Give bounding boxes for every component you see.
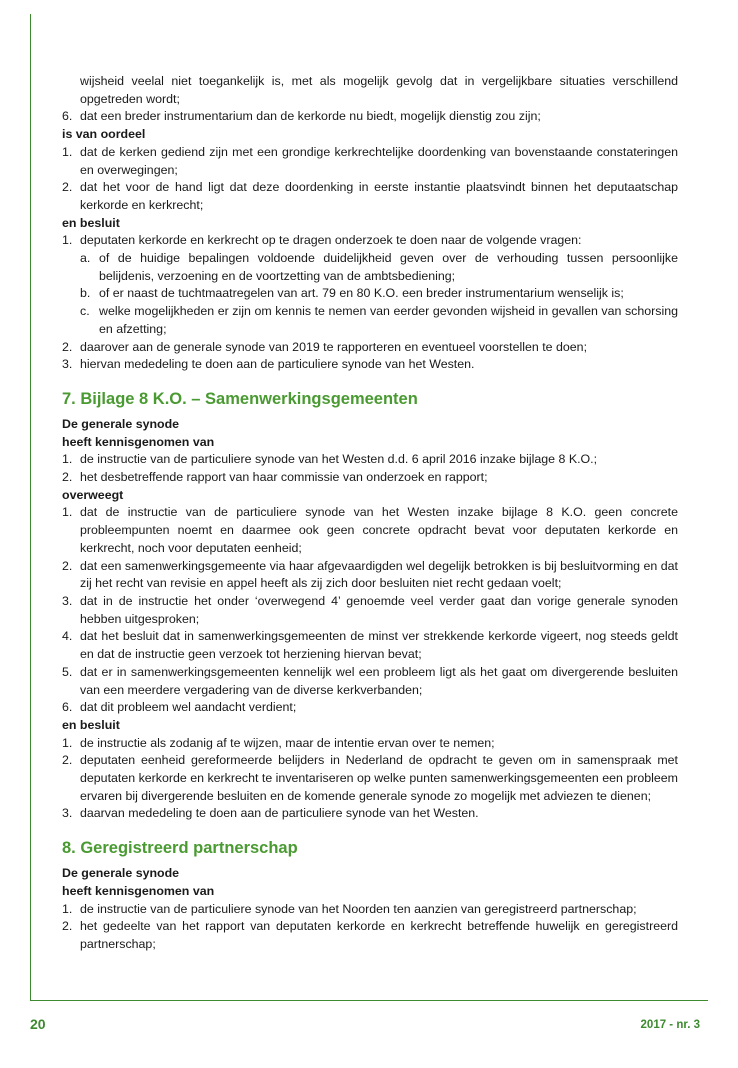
list-item: 1. deputaten kerkorde en kerkrecht op te dragen onderzoek te doen naar de volgende vragen: xyxy=(62,233,582,248)
list-item: 6. dat dit probleem wel aandacht verdient; xyxy=(62,700,297,715)
sub-list-item: c. welke mogelijkheden er zijn om kennis te nemen van eerder gevonden wijsheid in gevallen van schorsing en afzetting; xyxy=(80,304,678,336)
issue-label: 2017 - nr. 3 xyxy=(640,1019,700,1031)
bottom-rule xyxy=(30,1000,708,1001)
clause-label: en besluit xyxy=(62,717,120,732)
clause-label: is van oordeel xyxy=(62,127,146,142)
document-body xyxy=(62,73,678,954)
list-item: 2. daarover aan de generale synode van 2019 te rapporteren en eventueel voorstellen te doen; xyxy=(62,339,588,354)
sub-list-item: a. of de huidige bepalingen voldoende duidelijkheid geven over de verhouding tussen persoonlijke belijdenis, verzoening en de voortzetting van de ambtsbediening; xyxy=(80,251,678,283)
list-item: 1. de instructie van de particuliere synode van het Westen d.d. 6 april 2016 inzake bijlage 8 K.O.; xyxy=(62,452,598,467)
list-item: 2. dat het voor de hand ligt dat deze doordenking in eerste instantie plaatsvindt binnen het deputaatschap kerkorde en kerkrecht; xyxy=(62,180,678,212)
continued-text: wijsheid veelal niet toegankelijk is, met als mogelijk gevolg dat in vergelijkbare situaties verschillend opgetreden wordt; xyxy=(80,74,678,106)
clause-label: heeft kennisgenomen van xyxy=(62,434,215,449)
synode-label: De generale synode xyxy=(62,416,180,431)
section-heading-8: 8. Geregistreerd partnerschap xyxy=(62,839,298,858)
page-number: 20 xyxy=(30,1016,46,1032)
list-item: 3. hiervan mededeling te doen aan de particuliere synode van het Westen. xyxy=(62,357,475,372)
section-heading-7: 7. Bijlage 8 K.O. – Samenwerkingsgemeenten xyxy=(62,389,418,408)
list-item: 2. deputaten eenheid gereformeerde belijders in Nederland de opdracht te geven om in samenspraak met deputaten kerkorde en kerkrecht te inventariseren op welke punten samenwerkingsgemeenten een probleem ervaren bij divergerende besluiten en de komende generale synode zo mogelijk met adviezen te dienen; xyxy=(62,753,678,803)
list-item: 3. daarvan mededeling te doen aan de particuliere synode van het Westen. xyxy=(62,806,479,821)
list-item: 2. dat een samenwerkingsgemeente via haar afgevaardigden wel degelijk betrokken is bij besluitvorming en dat zij het recht van revisie en appel heeft als zij zich door besluiten niet recht gedaan voelt; xyxy=(62,558,678,591)
list-item: 1. de instructie van de particuliere synode van het Noorden ten aanzien van geregistreerd partnerschap; xyxy=(62,901,637,916)
list-item: 6. dat een breder instrumentarium dan de kerkorde nu biedt, mogelijk dienstig zou zijn; xyxy=(62,109,541,124)
list-item: 3. dat in de instructie het onder ‘overwegend 4’ genoemde veel verder gaat dan vorige generale synoden hebben uitgesproken; xyxy=(62,593,678,626)
left-rule xyxy=(30,14,31,1000)
clause-label: overweegt xyxy=(62,487,124,502)
list-item: 2. het desbetreffende rapport van haar commissie van onderzoek en rapport; xyxy=(62,470,488,485)
list-item: 4. dat het besluit dat in samenwerkingsgemeenten de minst ver strekkende kerkorde vigeert, nog steeds geldt en dat de instructie geen verzoek tot herziening hiervan bevat; xyxy=(62,629,678,662)
synode-label: De generale synode xyxy=(62,866,180,881)
clause-label: heeft kennisgenomen van xyxy=(62,883,215,898)
clause-label: en besluit xyxy=(62,215,120,230)
list-item: 5. dat er in samenwerkingsgemeenten kennelijk wel een probleem ligt als het gaat om divergerende besluiten van een meerdere vergadering van de diverse kerkverbanden; xyxy=(62,664,678,697)
list-item: 1. dat de kerken gediend zijn met een grondige kerkrechtelijke doordenking van bovenstaande constateringen en overwegingen; xyxy=(62,144,678,177)
list-item: 1. de instructie als zodanig af te wijzen, maar de intentie ervan over te nemen; xyxy=(62,735,495,750)
list-item: 1. dat de instructie van de particuliere synode van het Westen inzake bijlage 8 K.O. geen concrete probleempunten noemt en daarmee ook geen concrete opdracht bevat voor deputaten kerkorde en kerkrecht, noch voor deputaten eenheid; xyxy=(62,505,678,555)
sub-list-item: b. of er naast de tuchtmaatregelen van art. 79 en 80 K.O. een breder instrumentarium wenselijk is; xyxy=(80,286,624,301)
list-item: 2. het gedeelte van het rapport van deputaten kerkorde en kerkrecht betreffende huwelijk en geregistreerd partnerschap; xyxy=(62,919,678,951)
